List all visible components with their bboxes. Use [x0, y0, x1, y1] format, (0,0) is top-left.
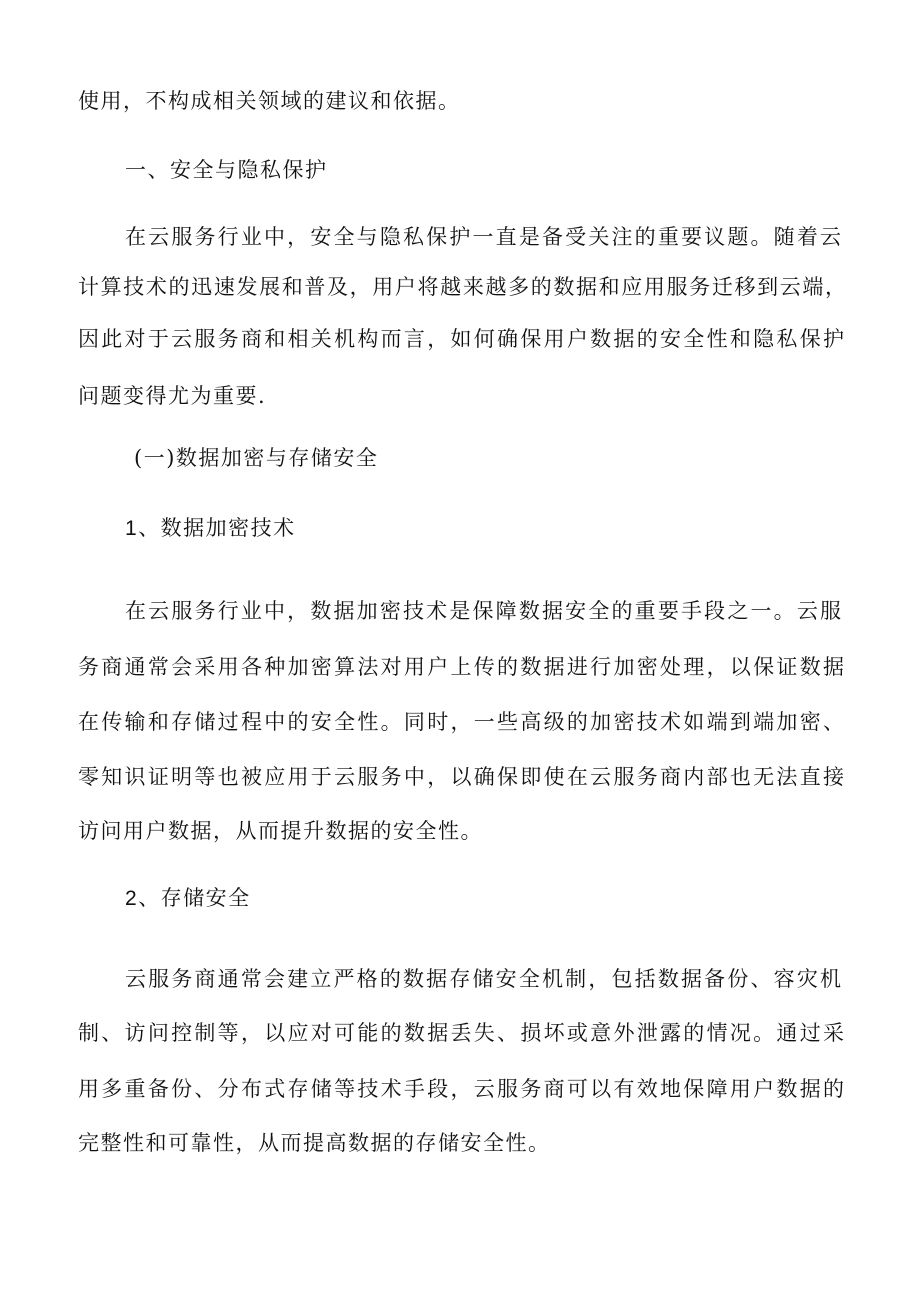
paragraph-line: 因此对于云服务商和相关机构而言，如何确保用户数据的安全性和隐私保护: [78, 327, 847, 351]
paragraph-line: 云服务商通常会建立严格的数据存储安全机制，包括数据备份、容灾机: [125, 967, 844, 991]
item1-heading: [125, 513, 296, 544]
paragraph-line: 访问用户数据，从而提升数据的安全性。: [78, 819, 483, 843]
continuation-line: 使用，不构成相关领域的建议和依据。: [78, 89, 461, 113]
item1-number: 1: [125, 517, 139, 540]
paragraph-line: 完整性和可靠性，从而提高数据的存储安全性。: [78, 1131, 551, 1155]
paragraph-line: 务商通常会采用各种加密算法对用户上传的数据进行加密处理，以保证数据: [78, 655, 847, 679]
item2-title: 、存储安全: [138, 886, 251, 910]
item2-number: 2: [125, 887, 139, 910]
paragraph-line: 在云服务行业中，数据加密技术是保障数据安全的重要手段之一。云服: [125, 599, 844, 623]
paragraph-line: 在云服务行业中，安全与隐私保护一直是备受关注的重要议题。随着云: [125, 225, 844, 249]
item1-title: 、数据加密技术: [138, 516, 296, 540]
paragraph-line: 零知识证明等也被应用于云服务中，以确保即使在云服务商内部也无法直接: [78, 765, 847, 789]
paragraph-line: 用多重备份、分布式存储等技术手段，云服务商可以有效地保障用户数据的: [78, 1077, 847, 1101]
paragraph-line: 计算技术的迅速发展和普及，用户将越来越多的数据和应用服务迁移到云端，: [78, 275, 848, 299]
item2-heading: [125, 883, 251, 914]
section-heading: 一、安全与隐私保护: [125, 158, 328, 182]
paragraph-line: 问题变得尤为重要.: [78, 384, 267, 408]
paragraph-line: 在传输和存储过程中的安全性。同时，一些高级的加密技术如端到端加密、: [78, 710, 847, 734]
subsection-heading: (一)数据加密与存储安全: [134, 446, 379, 470]
paragraph-line: 制、访问控制等，以应对可能的数据丢失、损坏或意外泄露的情况。通过采: [78, 1021, 847, 1045]
